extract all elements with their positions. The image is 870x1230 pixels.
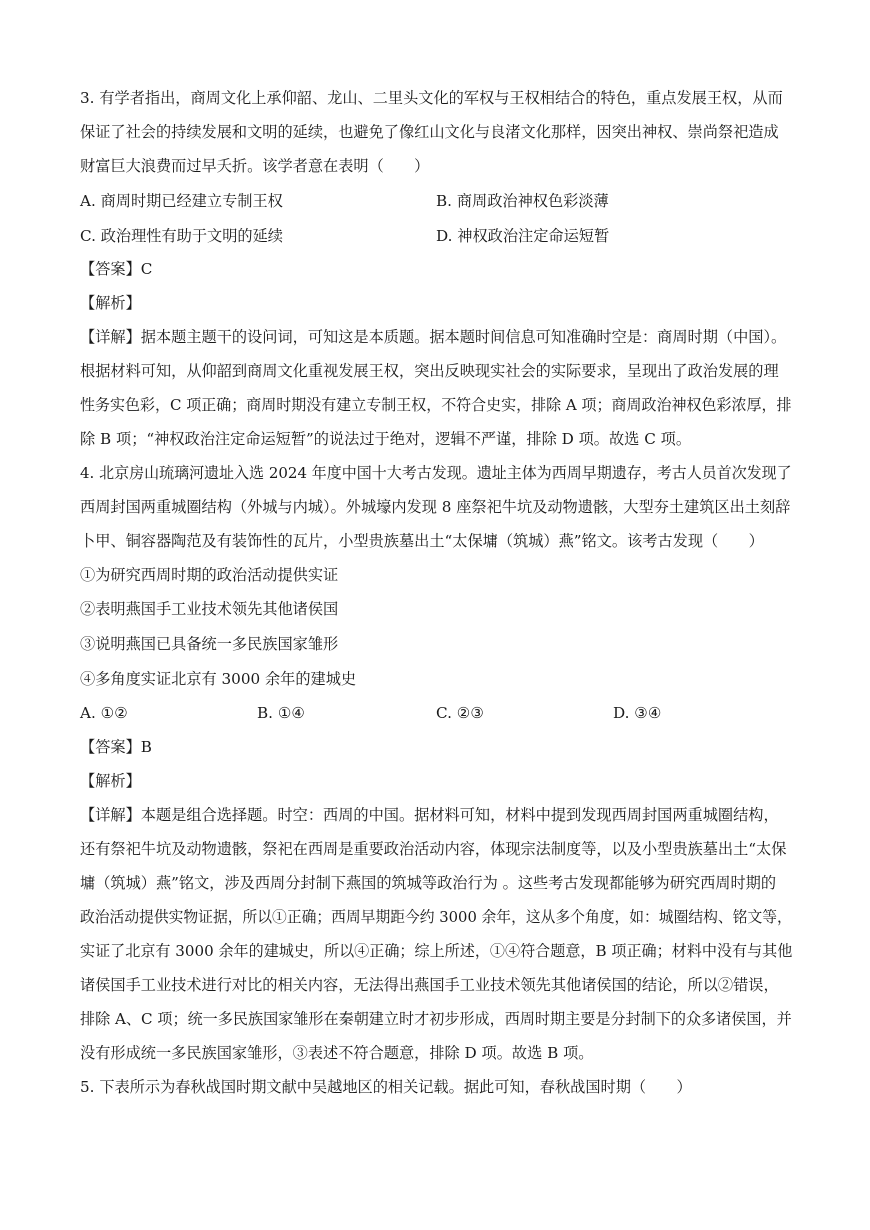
question-3-detail-line-4: 除 B 项；“神权政治注定命运短暂”的说法过于绝对，逻辑不严谨，排除 D 项。故选 C 项。 [80,430,692,448]
question-4-detail-line-4: 政治活动提供实物证据，所以①正确；西周早期距今约 3000 余年，这从多个角度，如：城圈结构、铭文等， [80,908,792,926]
question-4-detail-line-7: 排除 A、C 项；统一多民族国家雏形在秦朝建立时才初步形成，西周时期主要是分封制下的众多诸侯国，并 [80,1010,792,1028]
question-4-detail-line-1: 【详解】本题是组合选择题。时空：西周的中国。据材料可知，材料中提到发现西周封国两重城圈结构， [80,806,779,824]
question-3-option-d: D. 神权政治注定命运短暂 [436,227,610,245]
question-3-answer: 【答案】C [80,260,153,278]
question-4-item-4: ④多角度实证北京有 3000 余年的建城史 [80,670,357,688]
question-4-detail-line-6: 诸侯国手工业技术进行对比的相关内容，无法得出燕国手工业技术领先其他诸侯国的结论，所以②错误， [80,976,779,994]
question-3-option-b: B. 商周政治神权色彩淡薄 [436,192,609,210]
question-4-option-b: B. ①④ [257,704,306,722]
question-3-analysis-label: 【解析】 [80,294,141,312]
question-4-detail-line-3: 墉（筑城）燕”铭文，涉及西周分封制下燕国的筑城等政治行为 。这些考古发现都能够为研究西周时期的 [80,874,777,892]
question-4-stem-line-2: 西周封国两重城圈结构（外城与内城）。外城壕内发现 8 座祭祀牛坑及动物遗骸，大型夯土建筑区出土刻辞 [80,498,791,516]
question-4-option-c: C. ②③ [436,704,484,722]
question-4-analysis-label: 【解析】 [80,772,141,790]
question-4-detail-line-2: 还有祭祀牛坑及动物遗骸，祭祀在西周是重要政治活动内容，体现宗法制度等，以及小型贵族墓出土“太保 [80,840,787,858]
question-4-answer: 【答案】B [80,738,152,756]
question-3-option-a: A. 商周时期已经建立专制王权 [80,192,283,210]
question-4-stem-line-1: 4. 北京房山琉璃河遗址入选 2024 年度中国十大考古发现。遗址主体为西周早期遗存，考古人员首次发现了 [80,464,792,482]
question-3-stem-line-2: 保证了社会的持续发展和文明的延续，也避免了像红山文化与良渚文化那样，因突出神权、崇尚祭祀造成 [80,123,779,141]
question-3-detail-line-3: 性务实色彩，C 项正确；商周时期没有建立专制王权，不符合史实，排除 A 项；商周政治神权色彩浓厚，排 [80,396,792,414]
question-4-stem-line-3: 卜甲、铜容器陶范及有装饰性的瓦片，小型贵族墓出土“太保墉（筑城）燕”铭文。该考古发现（ ） [80,532,764,550]
question-4-option-d: D. ③④ [613,704,662,722]
question-4-item-1: ①为研究西周时期的政治活动提供实证 [80,566,339,584]
question-3-stem-line-3: 财富巨大浪费而过早夭折。该学者意在表明（ ） [80,157,430,175]
question-3-stem-line-1: 3. 有学者指出，商周文化上承仰韶、龙山、二里头文化的军权与王权相结合的特色，重点发展王权，从而 [80,89,783,107]
question-4-option-a: A. ①② [80,704,128,722]
question-3-detail-line-2: 根据材料可知，从仰韶到商周文化重视发展王权，突出反映现实社会的实际要求，呈现出了政治发展的理 [80,362,779,380]
question-5-stem-line-1: 5. 下表所示为春秋战国时期文献中吴越地区的相关记载。据此可知，春秋战国时期（ ） [80,1078,692,1096]
question-4-item-2: ②表明燕国手工业技术领先其他诸侯国 [80,600,339,618]
question-3-option-c: C. 政治理性有助于文明的延续 [80,227,283,245]
question-3-detail-line-1: 【详解】据本题主题干的设问词，可知这是本质题。据本题时间信息可知准确时空是：商周时期（中国）。 [80,328,787,346]
question-4-detail-line-8: 没有形成统一多民族国家雏形，③表述不符合题意，排除 D 项。故选 B 项。 [80,1044,594,1062]
question-4-detail-line-5: 实证了北京有 3000 余年的建城史，所以④正确；综上所述，①④符合题意，B 项正确；材料中没有与其他 [80,942,793,960]
question-4-item-3: ③说明燕国已具备统一多民族国家雏形 [80,635,339,653]
